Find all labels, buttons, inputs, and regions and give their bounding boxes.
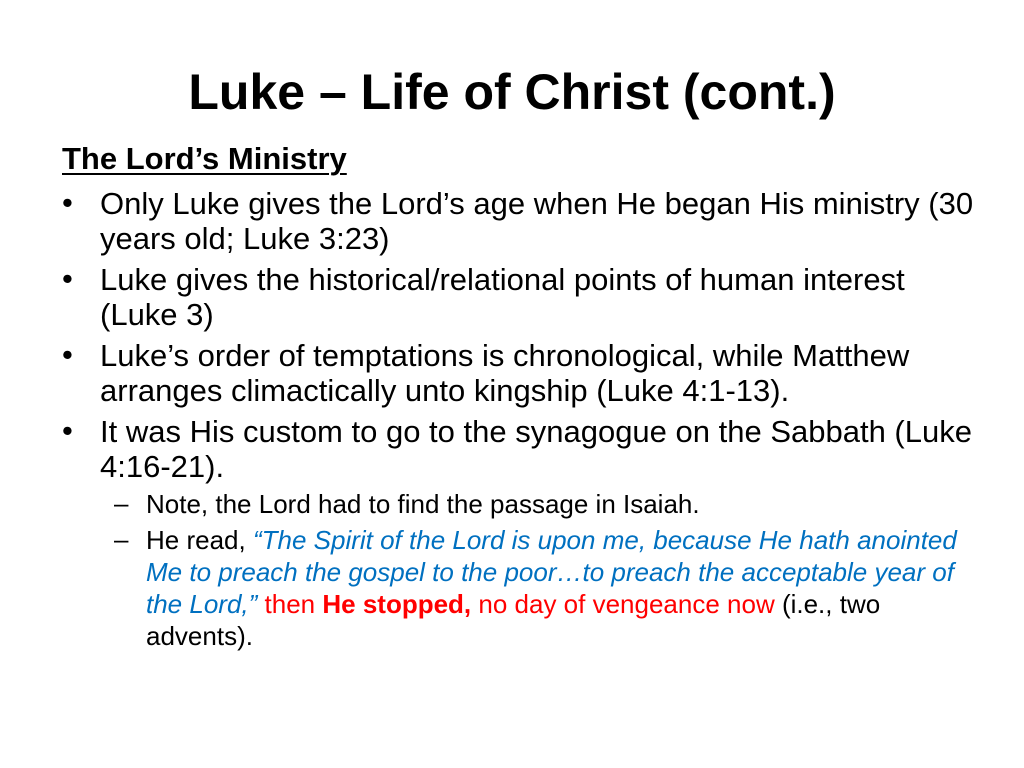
slide-title: Luke – Life of Christ (cont.)	[188, 64, 836, 120]
sub-bullet-lead: He read,	[146, 525, 253, 555]
he-stopped-text: He stopped,	[322, 589, 472, 619]
sub-bullet-text: Note, the Lord had to find the passage in Isaiah.	[146, 489, 700, 519]
bullet-text: Luke’s order of temptations is chronological, while Matthew arranges climactically unto kingship (Luke 4:1-13).	[100, 338, 910, 408]
bullet-icon: •	[62, 413, 73, 448]
then-text: then	[257, 589, 323, 619]
sub-bullet-item	[100, 524, 982, 652]
sub-bullet-item	[100, 488, 982, 520]
vengeance-text: no day of vengeance now	[471, 589, 775, 619]
bullet-icon: •	[62, 261, 73, 296]
bullet-text: It was His custom to go to the synagogue on the Sabbath (Luke 4:16-21).	[100, 414, 972, 484]
scripture-quote: “The Spirit of the Lord is upon me, because He hath anointed Me to preach the gospel to the poor…to preach the acceptable year of the Lord,”	[146, 525, 957, 619]
bullet-item	[62, 338, 982, 408]
bullet-item	[62, 414, 982, 652]
section-heading: The Lord’s Ministry	[62, 141, 347, 176]
bullet-item	[62, 186, 982, 256]
sub-bullet-list	[100, 488, 982, 652]
dash-icon: –	[114, 488, 129, 518]
bullet-icon: •	[62, 185, 73, 220]
two-advents-text: (i.e., two advents).	[146, 589, 881, 651]
bullet-item	[62, 262, 982, 332]
bullet-text: Only Luke gives the Lord’s age when He began His ministry (30 years old; Luke 3:23)	[100, 186, 974, 256]
bullet-icon: •	[62, 337, 73, 372]
dash-icon: –	[114, 524, 129, 554]
bullet-text: Luke gives the historical/relational points of human interest (Luke 3)	[100, 262, 905, 332]
bullet-list	[62, 186, 982, 658]
